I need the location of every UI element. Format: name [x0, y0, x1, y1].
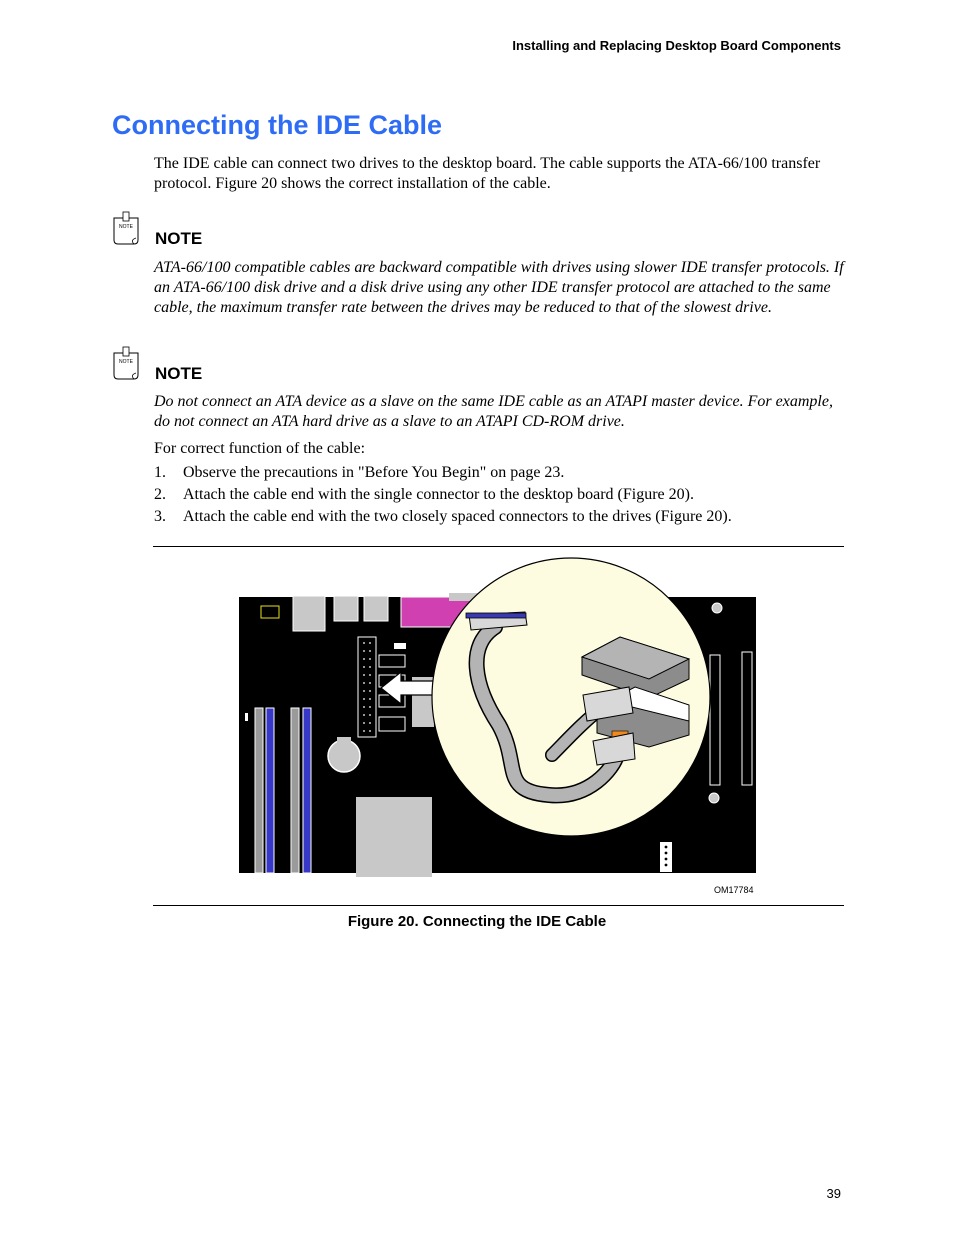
processor-socket	[356, 797, 432, 877]
step-number: 3.	[154, 508, 166, 525]
page-number: 39	[826, 1186, 841, 1201]
figure-bottom-rule	[153, 905, 844, 906]
port-block	[364, 596, 388, 621]
board-illustration	[237, 555, 759, 877]
intro-paragraph: The IDE cable can connect two drives to the desktop board. The cable supports the ATA-66/100 transfer protocol. Figure 20 shows the correct installation of the cable.	[154, 155, 821, 192]
note-heading: NOTE	[155, 229, 203, 248]
board-end-connector-strip	[466, 613, 526, 618]
dimm-slot	[303, 708, 311, 873]
step-text: Observe the precautions in "Before You Begin" on page 23.	[183, 464, 565, 481]
step-item	[154, 463, 854, 485]
step-number: 1.	[154, 464, 166, 481]
step-text: Attach the cable end with the single connector to the desktop board (Figure 20).	[183, 486, 694, 503]
slot-key	[245, 713, 248, 721]
note-icon-label: NOTE	[119, 359, 133, 365]
port-block	[334, 596, 358, 621]
step-item	[154, 485, 854, 507]
page-title: Connecting the IDE Cable	[112, 110, 443, 140]
note-icon	[112, 345, 142, 381]
procedure-steps	[154, 463, 854, 529]
floppy-connector	[358, 637, 376, 737]
step-item	[154, 507, 854, 529]
note-heading: NOTE	[155, 364, 203, 383]
battery	[328, 740, 360, 772]
note-icon	[112, 210, 142, 246]
procedure-lead: For correct function of the cable:	[154, 440, 366, 457]
figure-caption: Figure 20. Connecting the IDE Cable	[347, 913, 607, 930]
battery-clip	[337, 737, 351, 743]
pci-slot	[742, 652, 752, 785]
running-header: Installing and Replacing Desktop Board Components	[512, 38, 841, 53]
dimm-slot	[266, 708, 274, 873]
usb-header	[261, 606, 279, 618]
port-block	[293, 596, 325, 631]
note-text: Do not connect an ATA device as a slave on the same IDE cable as an ATAPI master device. For example, do not connect an ATA hard drive as a slave to an ATAPI CD-ROM drive.	[154, 393, 833, 430]
step-number: 2.	[154, 486, 166, 503]
mounting-hole	[712, 603, 722, 613]
figure-top-rule	[153, 546, 844, 547]
step-text: Attach the cable end with the two closely spaced connectors to the drives (Figure 20).	[183, 508, 732, 525]
note-icon-label: NOTE	[119, 224, 133, 230]
note-text: ATA-66/100 compatible cables are backward compatible with drives using slower IDE transfer protocols. If an ATA-66/100 disk drive and a disk drive using any other IDE transfer protocol are attached to the same cable, the maximum transfer rate between the drives may be reduced to that of the slowest drive.	[154, 259, 844, 316]
dimm-slot	[255, 708, 263, 873]
figure-id-label: OM17784	[714, 885, 754, 895]
jumper-block	[394, 643, 406, 649]
dimm-slot	[291, 708, 299, 873]
pci-slot	[710, 655, 720, 785]
mounting-hole	[709, 793, 719, 803]
